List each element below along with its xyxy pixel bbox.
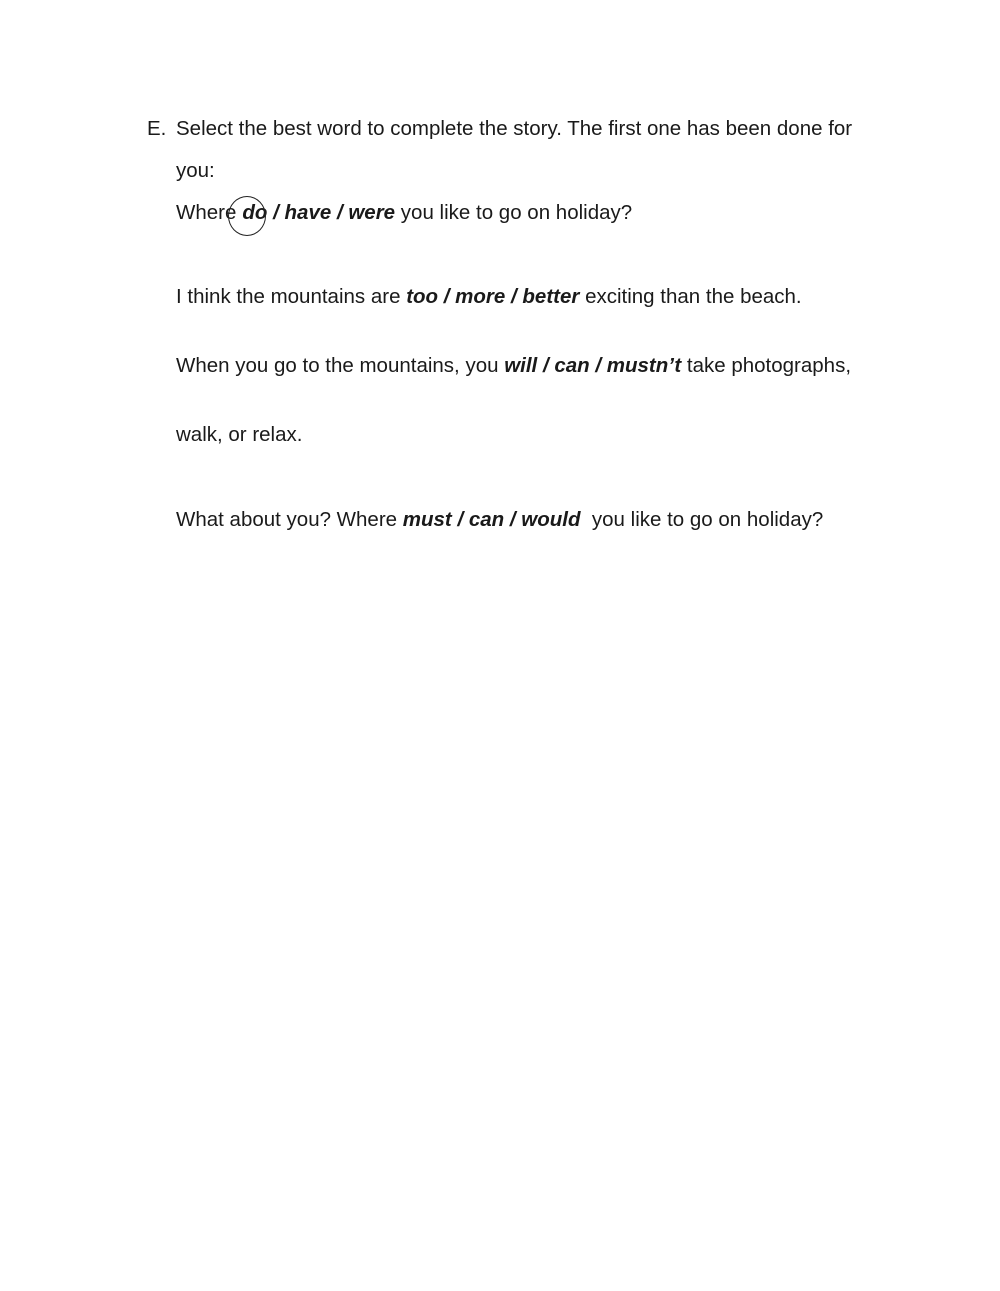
separator: / <box>267 201 285 224</box>
exercise-marker: E. <box>147 117 167 140</box>
sentence-4-option-2[interactable]: can <box>468 508 505 531</box>
sentence-3-option-3[interactable]: mustn’t <box>606 354 682 377</box>
sentence-4-option-1[interactable]: must <box>402 508 452 531</box>
sentence-3 <box>176 354 851 378</box>
sentence-2-option-1[interactable]: too <box>406 285 439 308</box>
separator: / <box>537 354 555 377</box>
separator: / <box>505 285 523 308</box>
separator: / <box>331 201 349 224</box>
sentence-4 <box>176 508 823 532</box>
sentence-2 <box>176 285 802 309</box>
separator: / <box>451 508 469 531</box>
sentence-1-before: Where <box>176 201 237 224</box>
separator: / <box>589 354 607 377</box>
sentence-1-option-selected[interactable] <box>236 201 267 225</box>
sentence-4-option-3[interactable]: would <box>521 508 581 531</box>
sentence-4-after: you like to go on holiday? <box>591 508 824 531</box>
sentence-1 <box>176 201 632 225</box>
sentence-3-before: When you go to the mountains, you <box>176 354 499 377</box>
sentence-1-option-2[interactable]: have <box>284 201 332 224</box>
sentence-3-option-2[interactable]: can <box>554 354 590 377</box>
answer-circle-mark <box>228 196 266 236</box>
sentence-3-after: take photographs, <box>686 354 852 377</box>
sentence-3-continuation: walk, or relax. <box>176 423 303 446</box>
sentence-2-before: I think the mountains are <box>176 285 401 308</box>
separator: / <box>504 508 522 531</box>
sentence-3-option-1[interactable]: will <box>504 354 538 377</box>
sentence-2-option-2[interactable]: more <box>455 285 506 308</box>
sentence-1-option-3[interactable]: were <box>348 201 396 224</box>
separator: / <box>438 285 456 308</box>
sentence-1-after: you like to go on holiday? <box>400 201 633 224</box>
sentence-4-before: What about you? Where <box>176 508 398 531</box>
sentence-1-option-1: do <box>242 201 268 224</box>
instruction-line-1: Select the best word to complete the story. The first one has been done for <box>176 117 853 140</box>
sentence-2-option-3[interactable]: better <box>522 285 580 308</box>
sentence-2-after: exciting than the beach. <box>585 285 802 308</box>
instruction-line-2: you: <box>176 159 215 182</box>
